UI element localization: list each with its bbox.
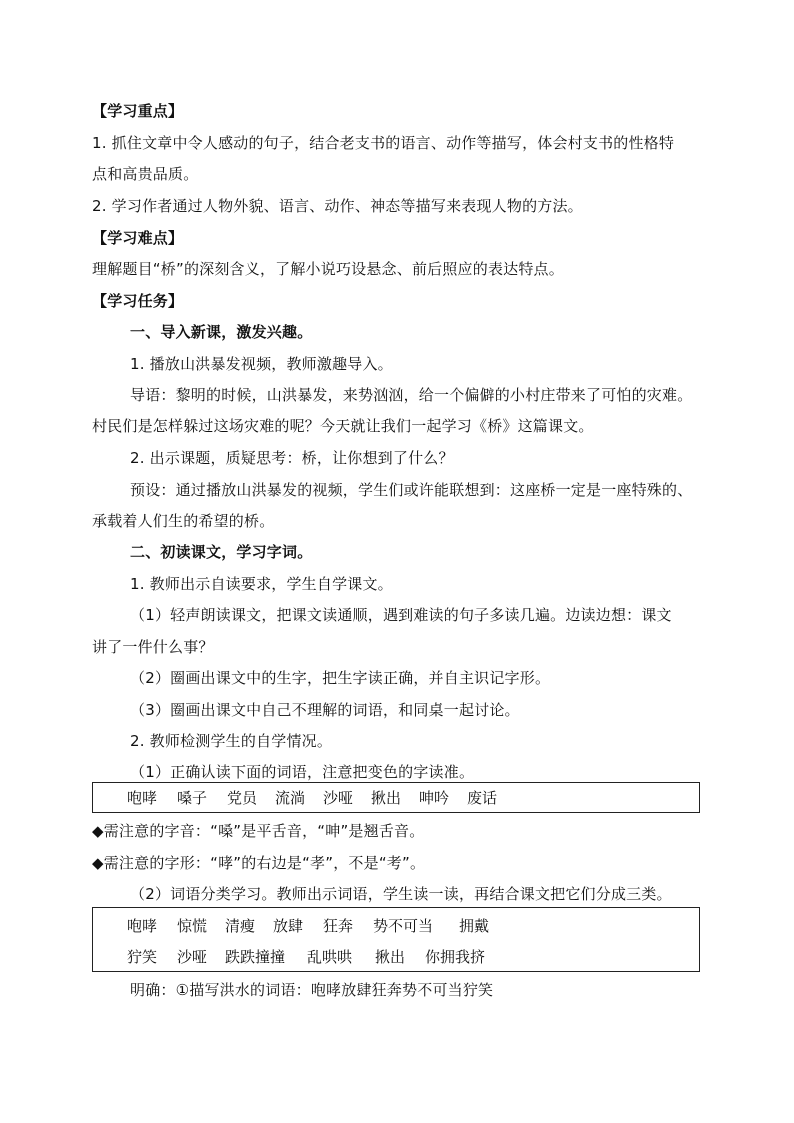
part2-check1: （1）正确认读下面的词语，注意把变色的字读准。 [130,763,475,781]
word-item: 沙哑 [177,948,208,966]
focus-item-2: 2. 学习作者通过人物外貌、语言、动作、神态等描写来表现人物的方法。 [92,197,583,215]
word-item: 你拥我挤 [425,948,486,966]
part1-preset-line-1: 预设：通过播放山洪暴发的视频，学生们或许能联想到：这座桥一定是一座特殊的、 [130,481,693,499]
focus-item-1-line-2: 点和高贵品质。 [92,165,199,183]
part1-guide-line-1: 导语：黎明的时候，山洪暴发，来势汹汹，给一个偏僻的小村庄带来了可怕的灾难。 [130,386,693,404]
word-item: 乱哄哄 [307,948,353,966]
part1-preset-line-2: 承载着人们生的希望的桥。 [92,512,275,530]
word-item: 势不可当 [373,917,434,935]
part1-guide-line-2: 村民们是怎样躲过这场灾难的呢？今天就让我们一起学习《桥》这篇课文。 [92,417,594,435]
part2-req3: （3）圈画出课文中自己不理解的词语，和同桌一起讨论。 [130,701,520,719]
part2-step2: 2. 教师检测学生的自学情况。 [130,732,333,750]
task-heading: 【学习任务】 [92,292,184,310]
focus-heading: 【学习重点】 [92,102,184,120]
word-item: 跌跌撞撞 [225,948,286,966]
note-character-form: ◆需注意的字形：“哮”的右边是“孝”，不是“考”。 [92,854,426,872]
difficulty-text: 理解题目“桥”的深刻含义，了解小说巧设悬念、前后照应的表达特点。 [92,260,564,278]
clarify-line: 明确：①描写洪水的词语：咆哮放肆狂奔势不可当狞笑 [130,981,494,999]
word-item: 揪出 [371,789,402,807]
word-item: 嗓子 [177,789,208,807]
note-pronunciation: ◆需注意的字音：“嗓”是平舌音，“呻”是翘舌音。 [92,822,425,840]
part2-req2: （2）圈画出课文中的生字，把生字读正确，并自主识记字形。 [130,669,551,687]
part2-req1-line-2: 讲了一件什么事？ [92,638,214,656]
word-item: 揪出 [375,948,406,966]
word-item: 狞笑 [127,948,158,966]
word-item: 放肆 [273,917,304,935]
word-item: 流淌 [275,789,306,807]
word-item: 咆哮 [127,917,158,935]
difficulty-heading: 【学习难点】 [92,229,184,247]
part1-step2: 2. 出示课题，质疑思考：桥，让你想到了什么？ [130,449,454,467]
word-box-1 [92,782,700,813]
word-item: 咆哮 [127,789,158,807]
part2-req1-line-1: （1）轻声朗读课文，把课文读通顺，遇到难读的句子多读几遍。边读边想：课文 [130,606,672,624]
word-item: 狂奔 [323,917,354,935]
part1-heading: 一、导入新课，激发兴趣。 [130,323,313,341]
word-item: 清瘦 [225,917,256,935]
word-item: 废话 [467,789,498,807]
word-item: 呻吟 [419,789,450,807]
part2-heading: 二、初读课文，学习字词。 [130,543,313,561]
part1-step1: 1. 播放山洪暴发视频，教师激趣导入。 [130,355,393,373]
word-item: 沙哑 [323,789,354,807]
word-item: 惊慌 [177,917,208,935]
word-item: 党员 [227,789,258,807]
word-item: 拥戴 [459,917,490,935]
focus-item-1-line-1: 1. 抓住文章中令人感动的句子，结合老支书的语言、动作等描写，体会村支书的性格特 [92,134,675,152]
part2-step1: 1. 教师出示自读要求，学生自学课文。 [130,575,393,593]
word-box-2 [92,907,700,972]
part2-check2: （2）词语分类学习。教师出示词语，学生读一读，再结合课文把它们分成三类。 [130,885,672,903]
